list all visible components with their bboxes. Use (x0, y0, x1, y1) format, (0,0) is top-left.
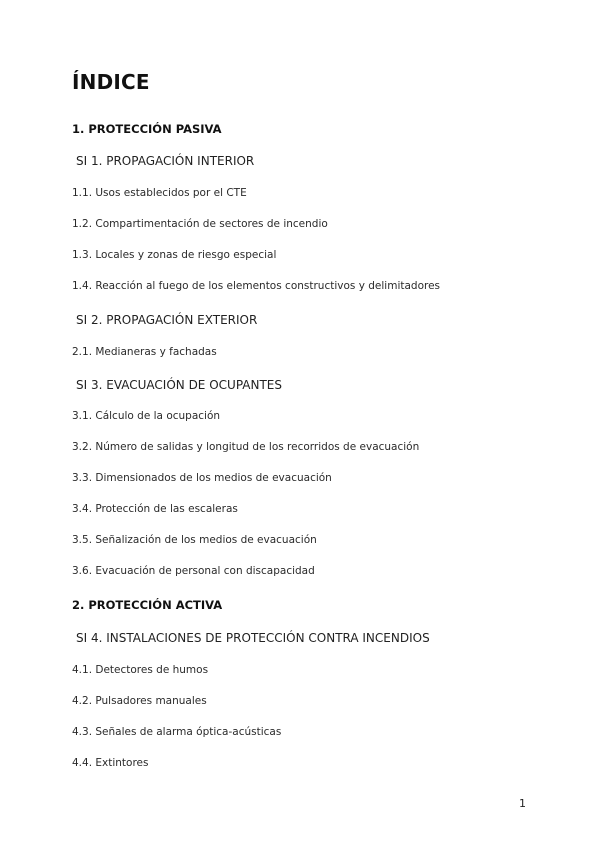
toc-item: 2.1. Medianeras y fachadas (72, 346, 217, 358)
toc-item: 3.3. Dimensionados de los medios de evacuación (72, 472, 332, 484)
toc-item: 1.2. Compartimentación de sectores de incendio (72, 218, 328, 230)
toc-item: 3.1. Cálculo de la ocupación (72, 410, 221, 422)
toc-item: 4.4. Extintores (72, 757, 149, 769)
page-number: 1 (519, 797, 526, 810)
toc-item: 3.4. Protección de las escaleras (72, 503, 238, 515)
toc-subsection-heading: SI 3. EVACUACIÓN DE OCUPANTES (76, 378, 282, 392)
toc-section-heading: 2. PROTECCIÓN ACTIVA (72, 598, 223, 612)
toc-item: 1.3. Locales y zonas de riesgo especial (72, 249, 277, 261)
toc-item: 3.5. Señalización de los medios de evacuación (72, 534, 317, 546)
toc-section-heading: 1. PROTECCIÓN PASIVA (72, 122, 222, 136)
toc-subsection-heading: SI 2. PROPAGACIÓN EXTERIOR (76, 313, 258, 327)
toc-item: 1.1. Usos establecidos por el CTE (72, 187, 247, 199)
toc-item: 4.3. Señales de alarma óptica-acústicas (72, 726, 282, 738)
toc-item: 3.6. Evacuación de personal con discapacidad (72, 565, 315, 577)
page-title: ÍNDICE (72, 70, 150, 94)
toc-item: 1.4. Reacción al fuego de los elementos constructivos y delimitadores (72, 280, 441, 292)
toc-item: 4.1. Detectores de humos (72, 664, 209, 676)
toc-subsection-heading: SI 4. INSTALACIONES DE PROTECCIÓN CONTRA INCENDIOS (76, 631, 430, 645)
toc-subsection-heading: SI 1. PROPAGACIÓN INTERIOR (76, 154, 255, 168)
toc-item: 4.2. Pulsadores manuales (72, 695, 207, 707)
toc-item: 3.2. Número de salidas y longitud de los recorridos de evacuación (72, 441, 420, 453)
